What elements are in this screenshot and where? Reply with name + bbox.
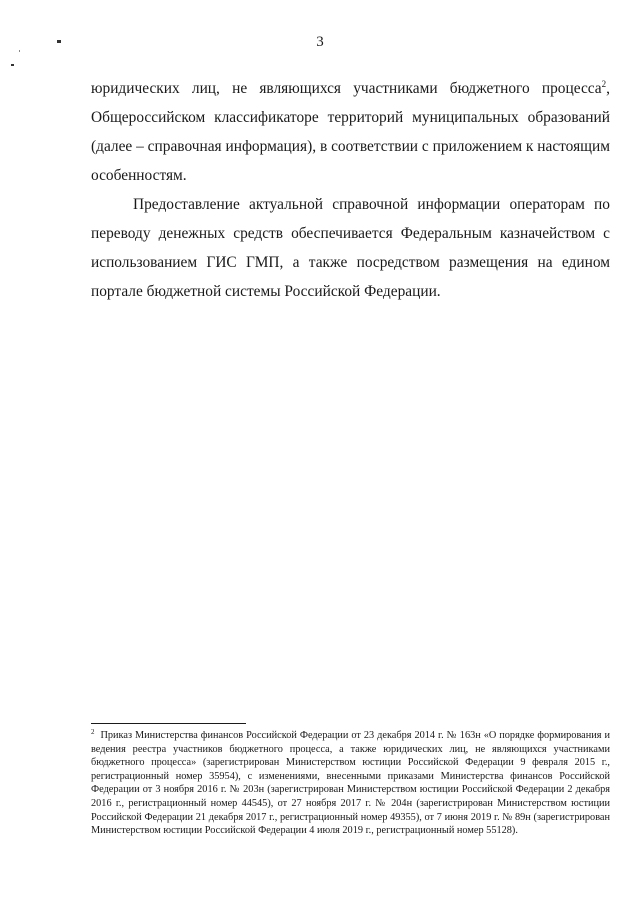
footnote-text: Приказ Министерства финансов Российской Федерации от 23 декабря 2014 г. № 163н «О порядке формирования и ведения реестра участников бюджетного процесса, а также юридических лиц, не являющихся участниками бюджетного процесса» (зарегистрирован Министерством юстиции Российской Федерации 9 февраля 2015 г., регистрационный номер 35954), с изменениями, внесенными приказами Министерства финансов Российской Федерации от 3 ноября 2016 г. № 203н (зарегистрирован Министерством юстиции Российской Федерации 2 декабря 2016 г., регистрационный номер 44545), от 27 ноября 2017 г. № 204н (зарегистрирован Министерством юстиции Российской Федерации 21 декабря 2017 г., регистрационный номер 49355), от 7 июня 2019 г. № 89н (зарегистрирован Министерством юстиции Российской Федерации 4 июля 2019 г., регистрационный номер 55128). [91,730,610,837]
footnote-marker: 2 [91,728,95,736]
page-number: 3 [316,34,324,50]
footnote-separator [91,723,246,724]
scan-speck [11,64,14,66]
footnote [91,729,610,838]
paragraph-1-text: юридических лиц, не являющихся участниками бюджетного процесса [91,80,602,97]
body-text [91,74,610,306]
paragraph-1 [91,74,610,190]
paragraph-2: Предоставление актуальной справочной информации операторам по переводу денежных средств обеспечивается Федеральным казначейством с использованием ГИС ГМП, а также посредством размещения на едином портале бюджетной системы Российской Федерации. [91,196,610,300]
paragraph-1-text-continued: , Общероссийском классификаторе территорий муниципальных образований (далее – справочная информация), в соответствии с приложением к настоящим особенностям. [91,80,610,184]
footnote-reference: 2 [601,79,607,89]
